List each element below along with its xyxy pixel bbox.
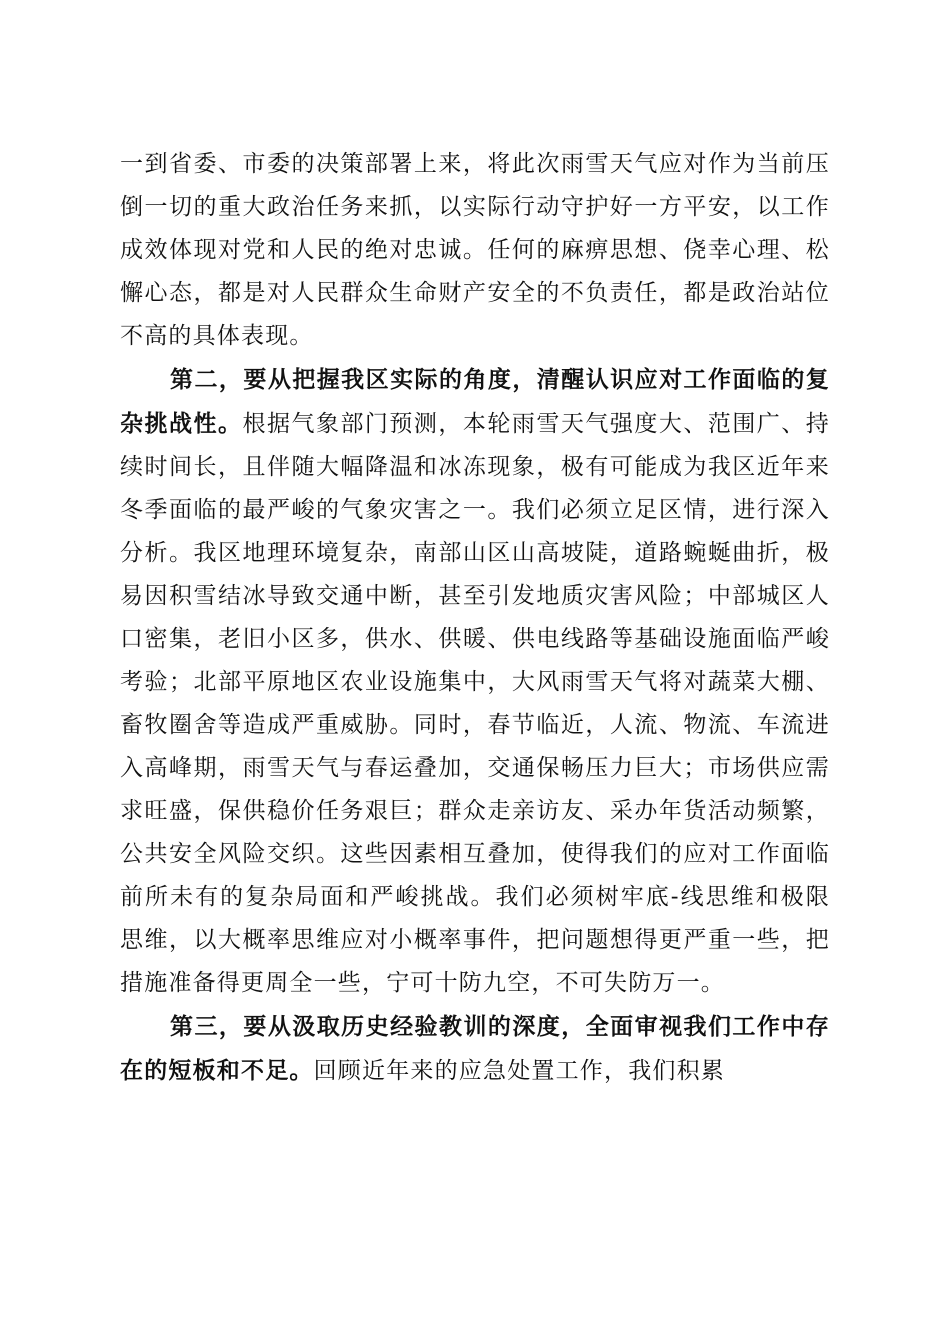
paragraph-1 bbox=[120, 142, 830, 358]
paragraph-2-lead: 第二，要从把握我区实际的角度，清醒认识应对工作面临的复杂挑战性。 bbox=[120, 366, 830, 437]
paragraph-2-text: 根据气象部门预测，本轮雨雪天气强度大、范围广、持续时间长，且伴随大幅降温和冰冻现象，极有可能成为我区近年来冬季面临的最严峻的气象灾害之一。我们必须立足区情，进行深入分析。我区地理环境复杂，南部山区山高坡陡，道路蜿蜒曲折，极易因积雪结冰导致交通中断，甚至引发地质灾害风险；中部城区人口密集，老旧小区多，供水、供暖、供电线路等基础设施面临严峻考验；北部平原地区农业设施集中，大风雨雪天气将对蔬菜大棚、畜牧圈舍等造成严重威胁。同时，春节临近，人流、物流、车流进入高峰期，雨雪天气与春运叠加，交通保畅压力巨大；市场供应需求旺盛，保供稳价任务艰巨；群众走亲访友、采办年货活动频繁，公共安全风险交织。这些因素相互叠加，使得我们的应对工作面临前所未有的复杂局面和严峻挑战。我们必须树牢底-线思维和极限思维，以大概率思维应对小概率事件，把问题想得更严重一些，把措施准备得更周全一些，宁可十防九空，不可失防万一。 bbox=[120, 411, 830, 996]
paragraph-3-lead: 第三，要从汲取历史经验教训的深度，全面审视我们工作中存在的短板和不足。 bbox=[120, 1013, 830, 1084]
paragraph-1-text: 一到省委、市委的决策部署上来，将此次雨雪天气应对作为当前压倒一切的重大政治任务来抓，以实际行动守护好一方平安，以工作成效体现对党和人民的绝对忠诚。任何的麻痹思想、侥幸心理、松懈心态，都是对人民群众生命财产安全的不负责任，都是政治站位不高的具体表现。 bbox=[120, 151, 830, 349]
document-body bbox=[120, 142, 830, 1093]
paragraph-2 bbox=[120, 358, 830, 1005]
paragraph-3 bbox=[120, 1005, 830, 1093]
paragraph-3-text: 回顾近年来的应急处置工作，我们积累 bbox=[313, 1058, 726, 1084]
